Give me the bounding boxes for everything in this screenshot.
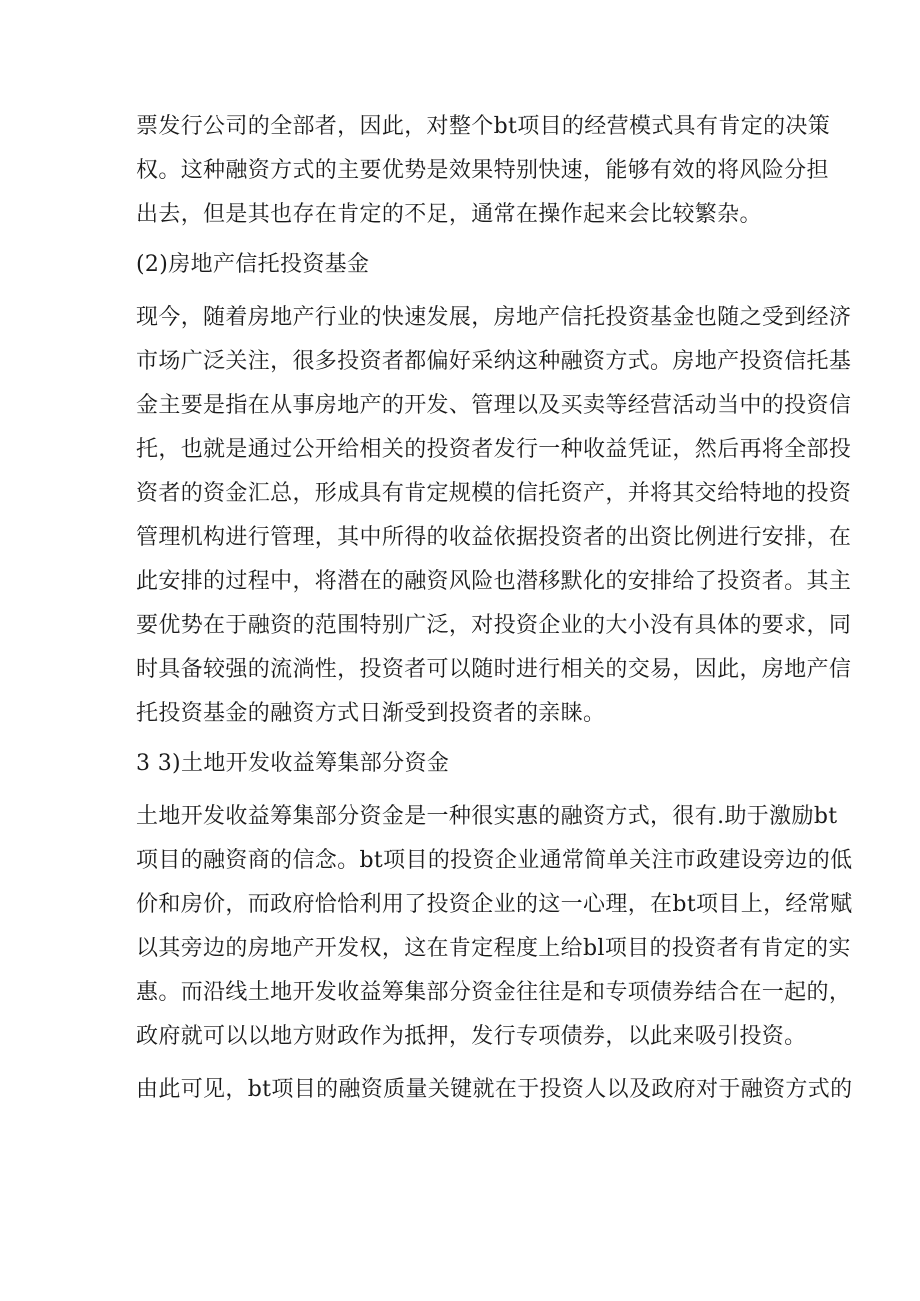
text-line-22: 由此可见，bt项目的融资质量关键就在于投资人以及政府对于融资方式的 (136, 1077, 853, 1102)
text-line-10: 管理机构进行管理，其中所得的收益依据投资者的出资比例进行安排，在 (136, 525, 852, 550)
text-line-20: 惠。而沿线土地开发收益筹集部分资金往往是和专项债券结合在一起的， (136, 980, 852, 1005)
text-line-19: 以其旁边的房地产开发权，这在肯定程度上给bl项目的投资者有肯定的实 (136, 936, 851, 961)
text-line-21: 政府就可以以地方财政作为抵押，发行专项债券，以此来吸引投资。 (136, 1024, 807, 1049)
text-line-5: 现今，随着房地产行业的快速发展，房地产信托投资基金也随之受到经济 (136, 305, 852, 330)
text-line-8: 托，也就是通过公开给相关的投资者发行一种收益凭证，然后再将全部投 (136, 437, 852, 462)
section-heading-3: 3 3)土地开发收益筹集部分资金 (136, 751, 450, 776)
text-line-1: 票发行公司的全部者，因此，对整个bt项目的经营模式具有肯定的决策 (136, 114, 831, 139)
text-line-13: 时具备较强的流淌性，投资者可以随时进行相关的交易，因此，房地产信 (136, 657, 852, 682)
text-line-18: 价和房价，而政府恰恰利用了投资企业的这一心理，在bt项目上，经常赋 (136, 892, 853, 917)
section-heading-2: (2)房地产信托投资基金 (136, 252, 370, 277)
text-line-14: 托投资基金的融资方式日渐受到投资者的亲睐。 (136, 701, 606, 726)
text-line-9: 资者的资金汇总，形成具有肯定规模的信托资产，并将其交给特地的投资 (136, 481, 852, 506)
text-line-2: 权。这种融资方式的主要优势是效果特别快速，能够有效的将风险分担 (136, 158, 829, 183)
text-line-12: 要优势在于融资的范围特别广泛，对投资企业的大小没有具体的要求，同 (136, 613, 852, 638)
text-line-17: 项目的融资商的信念。bt项目的投资企业通常简单关注市政建设旁边的低 (136, 848, 853, 873)
text-line-11: 此安排的过程中，将潜在的融资风险也潜移默化的安排给了投资者。其主 (136, 569, 852, 594)
text-line-7: 金主要是指在从事房地产的开发、管理以及买卖等经营活动当中的投资信 (136, 393, 852, 418)
text-line-16: 土地开发收益筹集部分资金是一种很实惠的融资方式，很有.助于激励bt (136, 804, 838, 829)
text-line-3: 出去，但是其也存在肯定的不足，通常在操作起来会比较繁杂。 (136, 202, 762, 227)
text-line-6: 市场广泛关注，很多投资者都偏好采纳这种融资方式。房地产投资信托基 (136, 349, 852, 374)
